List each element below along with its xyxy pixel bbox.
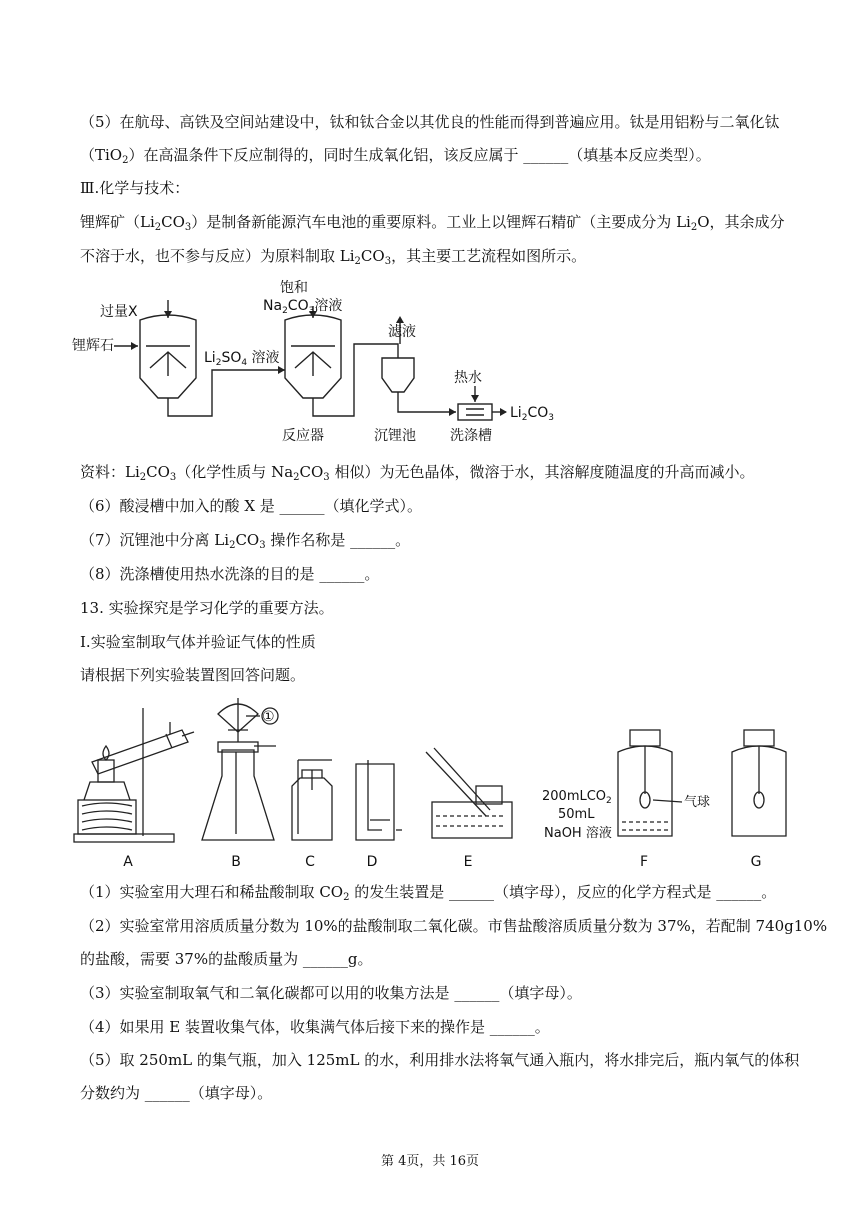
apparatus-label-d: D <box>366 854 378 870</box>
process-flow-diagram <box>70 278 590 448</box>
flow-label-product: $Li_2CO_3$ <box>510 405 554 423</box>
section3-intro2: 不溶于水，也不参与反应）为原料制取 $Li_2CO_3$，其主要工艺流程如图所示。 <box>80 247 587 267</box>
apparatus-label-e: E <box>463 854 473 870</box>
q6-line: （6）酸浸槽中加入的酸 X 是 ______（填化学式）。 <box>80 497 423 515</box>
section3-title: Ⅲ.化学与技术： <box>80 179 190 197</box>
section3-intro1: 锂辉矿$(Li_2CO_3)$是制备新能源汽车电池的重要原料。工业上以锂辉石精矿（主要成分为 $Li_2O$，其余成分 <box>80 213 785 233</box>
info-line: 资料：$Li_2CO_3$（化学性质与 $Na_2CO_3$ 相似）为无色晶体，微溶于水，其溶解度随温度的升高而减小。 <box>80 463 755 483</box>
apparatus-b-flask <box>202 750 274 840</box>
apparatus-f-naoh-volume: 50mL <box>558 807 595 822</box>
sub2-line1: （2）实验室常用溶质质量分数为 10%的盐酸制取二氧化碳。市售盐酸溶质质量分数为 37%，若配制 740g10% <box>80 917 828 935</box>
sub4-line: （4）如果用 E 装置收集气体，收集满气体后接下来的操作是 ______。 <box>80 1018 550 1036</box>
apparatus-figure <box>70 690 790 876</box>
flow-label-li2so4: $Li_2SO_4$ 溶液 <box>204 350 280 368</box>
apparatus-f-naoh-label: NaOH 溶液 <box>544 826 612 841</box>
lithium-precip-pool <box>382 358 414 392</box>
q13-prompt: 请根据下列实验装置图回答问题。 <box>80 666 306 684</box>
flow-label-na2co3: $Na_2CO_3$溶液 <box>263 298 343 316</box>
apparatus-label-c: C <box>305 854 315 870</box>
sub5-line1: （5）取 250mL 的集气瓶，加入 125mL 的水，利用排水法将氧气通入瓶内，将水排完后，瓶内氧气的体积 <box>80 1051 800 1069</box>
sub2-line2: 的盐酸，需要 37%的盐酸质量为 ______g。 <box>80 950 373 968</box>
apparatus-label-f: F <box>639 854 649 870</box>
sub1-line: （1）实验室用大理石和稀盐酸制取 $CO_2$ 的发生装置是 ______（填字母），反应的化学方程式是 ______。 <box>80 883 777 903</box>
flow-label-wash: 洗涤槽 <box>450 428 492 444</box>
apparatus-balloon-label: 气球 <box>684 795 711 810</box>
sub3-line: （3）实验室制取氧气和二氧化碳都可以用的收集方法是 ______（填字母）。 <box>80 984 582 1002</box>
q5-line2: （TiO$_2$）在高温条件下反应制得的，同时生成氧化铝，该反应属于 ______（填基本反应类型）。 <box>80 146 711 166</box>
page-footer: 第 4页，共 16页 <box>380 1154 480 1169</box>
apparatus-d-bottle <box>356 764 394 840</box>
apparatus-e-trough <box>432 802 512 838</box>
flow-label-saturated: 饱和 <box>280 280 308 296</box>
apparatus-a-tube <box>92 730 188 774</box>
apparatus-f-co2-label: 200mLCO$_2$ <box>542 789 612 806</box>
flow-label-pool: 沉锂池 <box>374 428 416 444</box>
apparatus-marker: ① <box>262 709 275 725</box>
q8-line: （8）洗涤槽使用热水洗涤的目的是 ______。 <box>80 565 380 583</box>
apparatus-label-g: G <box>750 854 762 870</box>
apparatus-label-b: B <box>231 854 241 870</box>
flow-label-hot-water: 热水 <box>454 370 482 386</box>
q5-line1: （5）在航母、高铁及空间站建设中，钛和钛合金以其优良的性能而得到普遍应用。钛是用铝粉与二氧化钛 <box>80 113 780 131</box>
sub5-line2: 分数约为 ______（填字母）。 <box>80 1084 273 1102</box>
q7-line: （7）沉锂池中分离 $Li_2CO_3$ 操作名称是 ______。 <box>80 531 411 551</box>
apparatus-label-a: A <box>123 854 133 870</box>
flow-label-filtrate: 滤液 <box>388 324 416 340</box>
flow-label-ore: 锂辉石 <box>72 338 114 354</box>
wash-tank <box>458 404 492 420</box>
q13-part1: Ⅰ.实验室制取气体并验证气体的性质 <box>80 633 316 651</box>
q13-title: 13. 实验探究是学习化学的重要方法。 <box>80 599 334 617</box>
flow-label-reactor: 反应器 <box>282 428 324 444</box>
flow-label-excess-x: 过量X <box>100 304 138 320</box>
